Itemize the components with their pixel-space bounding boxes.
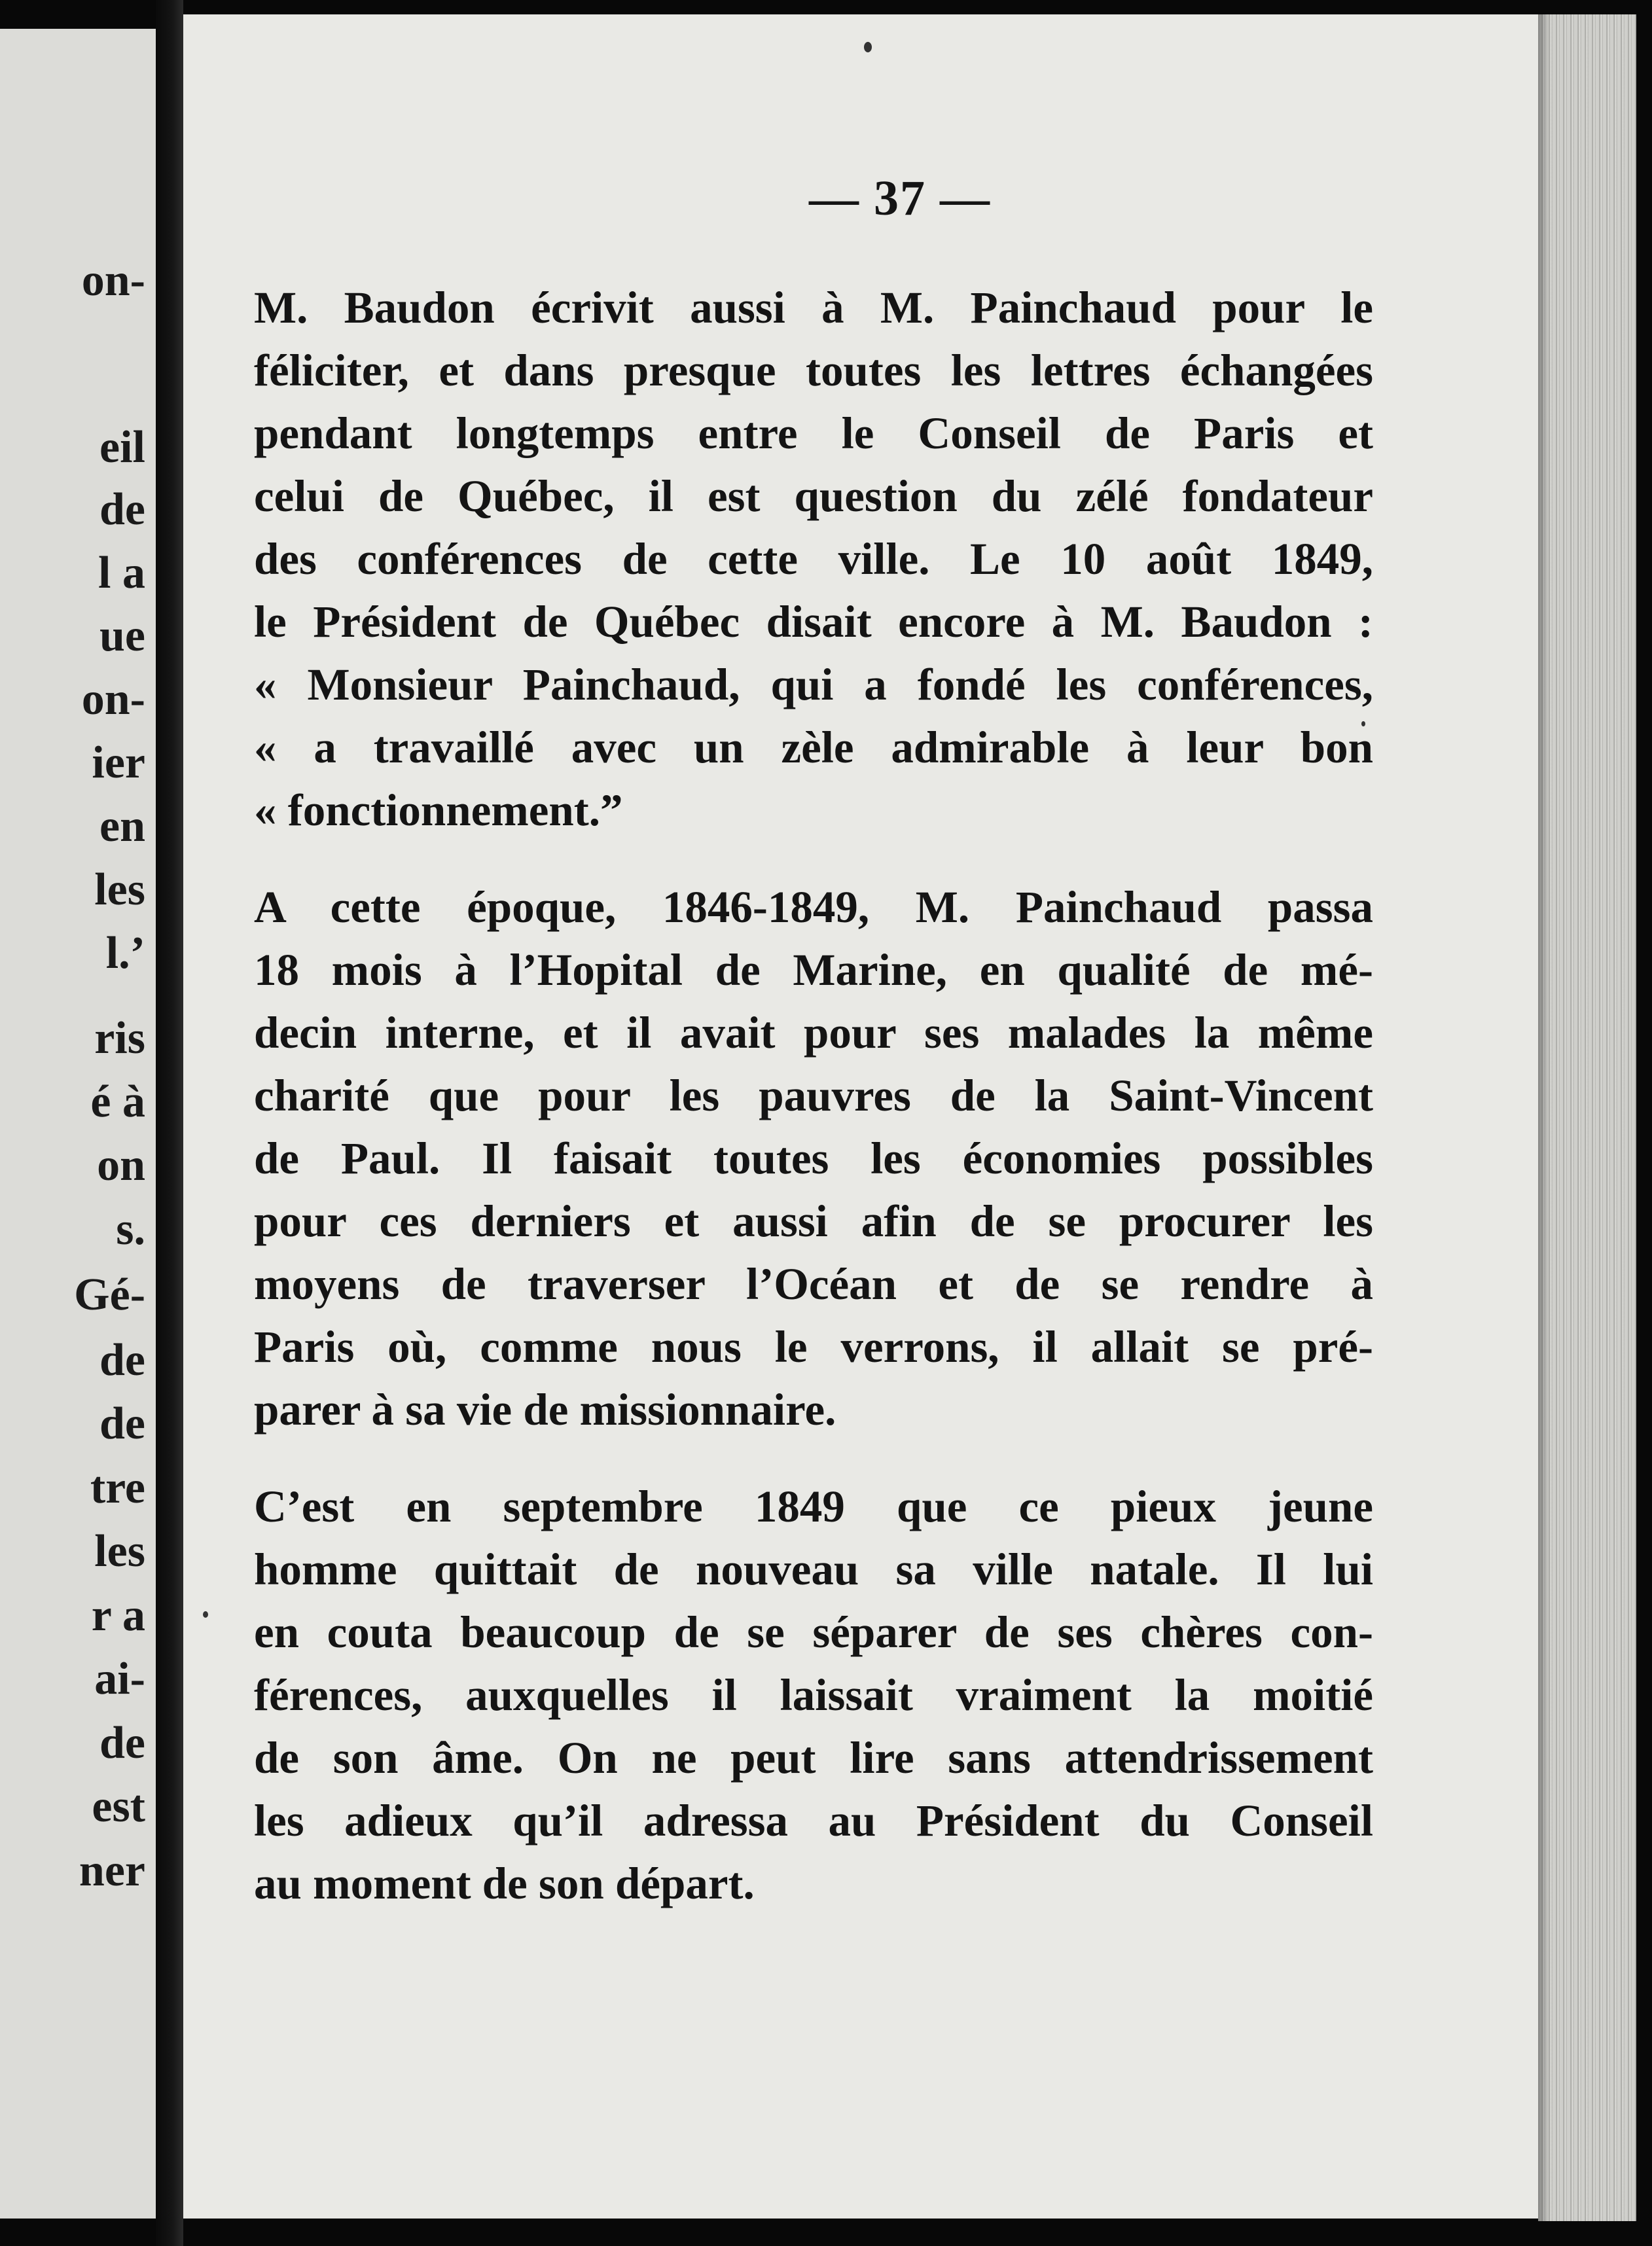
left-page-fragment: de bbox=[99, 1718, 145, 1768]
text-line: en couta beaucoup de se séparer de ses chères con- bbox=[254, 1607, 1373, 1657]
text-line: celui de Québec, il est question du zélé fondateur bbox=[254, 471, 1373, 521]
text-line: M. Baudon écrivit aussi à M. Painchaud pour le bbox=[254, 283, 1373, 332]
left-page-fragment: de bbox=[99, 1399, 145, 1449]
left-page-fragment: ris bbox=[94, 1013, 145, 1063]
text-line: pour ces derniers et aussi afin de se procurer les bbox=[254, 1196, 1373, 1246]
left-page-fragment: s. bbox=[116, 1204, 145, 1255]
text-line: de Paul. Il faisait toutes les économies possibles bbox=[254, 1133, 1373, 1183]
text-line: pendant longtemps entre le Conseil de Paris et bbox=[254, 408, 1373, 458]
text-line: le Président de Québec disait encore à M. Baudon : bbox=[254, 597, 1373, 647]
text-line: férences, auxquelles il laissait vraiment la moitié bbox=[254, 1670, 1373, 1720]
text-line: A cette époque, 1846-1849, M. Painchaud passa bbox=[254, 882, 1373, 932]
text-line: 18 mois à l’Hopital de Marine, en qualité de mé- bbox=[254, 945, 1373, 995]
text-line: parer à sa vie de missionnaire. bbox=[254, 1385, 836, 1435]
text-line: des conférences de cette ville. Le 10 août 1849, bbox=[254, 534, 1373, 584]
book-gutter bbox=[156, 0, 183, 2246]
book-page bbox=[183, 14, 1538, 2219]
text-line: au moment de son départ. bbox=[254, 1859, 755, 1908]
text-line: « Monsieur Painchaud, qui a fondé les conférences, bbox=[254, 660, 1373, 709]
left-page-fragment: les bbox=[94, 1526, 145, 1577]
paragraph bbox=[254, 1475, 1373, 1915]
text-line: decin interne, et il avait pour ses malades la même bbox=[254, 1008, 1373, 1058]
left-page-fragment: en bbox=[99, 801, 145, 851]
page-number: — 37 — bbox=[809, 171, 991, 226]
paragraph-gap bbox=[254, 842, 1373, 876]
left-page-fragment: ue bbox=[99, 611, 145, 661]
ink-speck bbox=[864, 42, 872, 52]
left-page-fragment: é à bbox=[90, 1077, 145, 1127]
text-line: homme quittait de nouveau sa ville natale. Il lui bbox=[254, 1544, 1373, 1594]
text-line: « a travaillé avec un zèle admirable à leur bon bbox=[254, 722, 1373, 772]
left-page-fragment: ai- bbox=[94, 1654, 145, 1704]
text-line: charité que pour les pauvres de la Saint-Vincent bbox=[254, 1071, 1373, 1120]
left-page-fragment: on- bbox=[81, 674, 145, 724]
left-page-fragment: l.’ bbox=[105, 928, 145, 978]
left-page-fragment: Gé- bbox=[74, 1270, 145, 1320]
left-page-fragment: on- bbox=[81, 255, 145, 306]
text-line: « fonctionnement.” bbox=[254, 785, 623, 835]
left-page-fragment: est bbox=[92, 1781, 145, 1832]
text-line: Paris où, comme nous le verrons, il allait se pré- bbox=[254, 1322, 1373, 1372]
left-page-fragment: r a bbox=[91, 1590, 145, 1641]
paragraph bbox=[254, 876, 1373, 1441]
left-page-fragment: eil bbox=[99, 422, 145, 472]
text-line: les adieux qu’il adressa au Président du Conseil bbox=[254, 1796, 1373, 1845]
left-page-fragment: on bbox=[97, 1140, 145, 1190]
page-edges bbox=[1538, 14, 1636, 2221]
left-page-fragment: tre bbox=[90, 1463, 145, 1513]
left-page-fragment: de bbox=[99, 484, 145, 535]
left-page-fragment: l a bbox=[98, 548, 145, 598]
left-page-fragment: ner bbox=[79, 1845, 145, 1896]
left-facing-page bbox=[0, 29, 156, 2219]
paragraph bbox=[254, 276, 1373, 842]
body-text bbox=[254, 276, 1373, 1915]
text-line: C’est en septembre 1849 que ce pieux jeune bbox=[254, 1482, 1373, 1531]
paragraph-gap bbox=[254, 1441, 1373, 1475]
left-page-fragment: de bbox=[99, 1335, 145, 1385]
text-line: de son âme. On ne peut lire sans attendrissement bbox=[254, 1733, 1373, 1783]
ink-speck bbox=[203, 1611, 208, 1618]
page-edges-shadow bbox=[1538, 14, 1550, 2221]
text-line: féliciter, et dans presque toutes les lettres échangées bbox=[254, 346, 1373, 395]
left-page-fragment: les bbox=[94, 865, 145, 915]
left-page-fragment: ier bbox=[92, 738, 145, 788]
text-line: moyens de traverser l’Océan et de se rendre à bbox=[254, 1259, 1373, 1309]
